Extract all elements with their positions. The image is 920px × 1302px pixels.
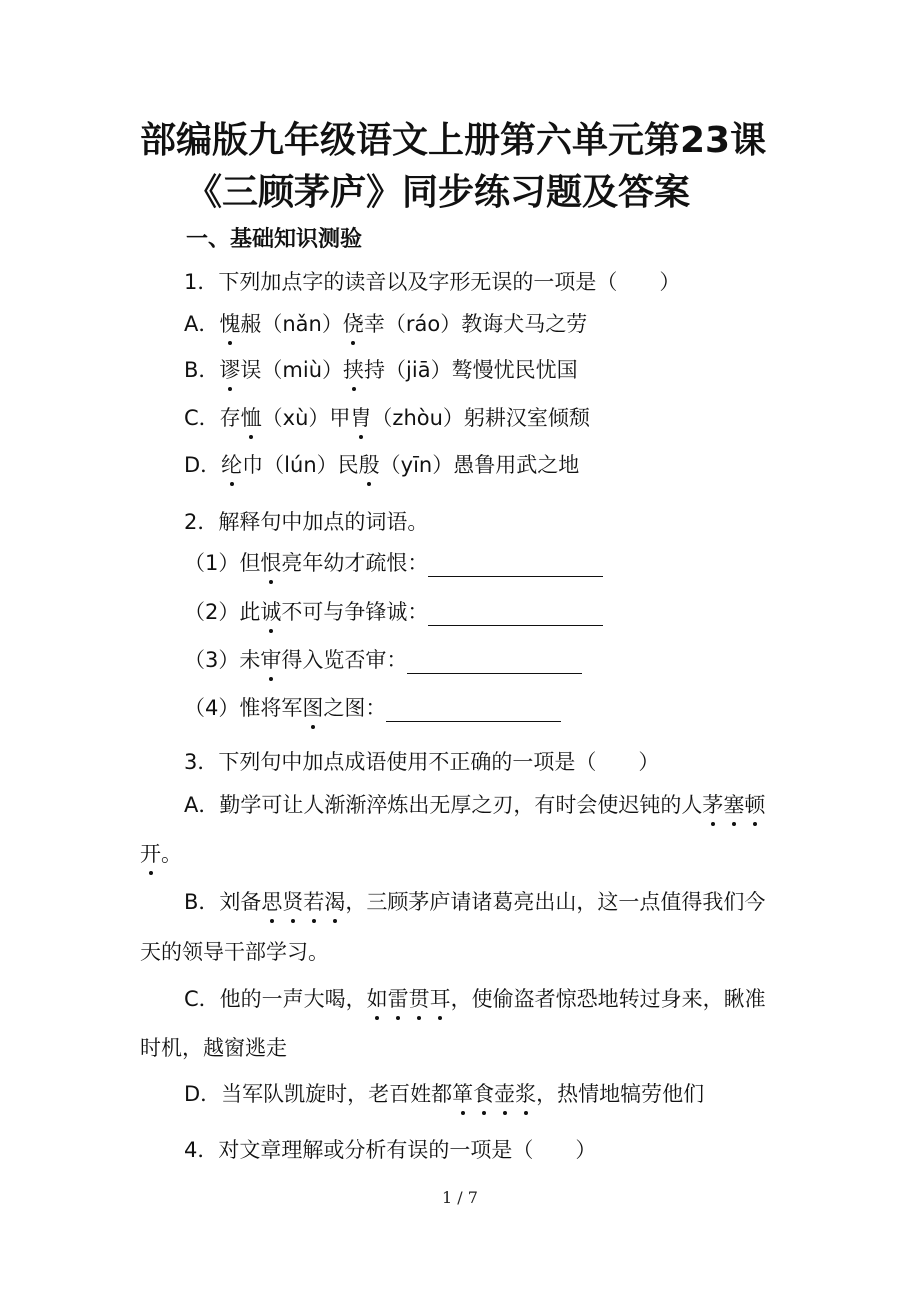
option-text: 幸（ráo）教诲犬马之劳 (363, 312, 588, 336)
dotted-char: 若 (303, 890, 325, 914)
item-text: （1）但 (184, 551, 261, 575)
question-4-stem: 4．对文章理解或分析有误的一项是（ ） (184, 1138, 597, 1162)
dotted-char: 如 (366, 987, 388, 1011)
option-label: B． (184, 358, 220, 382)
question-2-item-3 (184, 646, 582, 674)
dotted-char: 胄 (350, 406, 372, 430)
question-3-stem: 3．下列句中加点成语使用不正确的一项是（ ） (184, 750, 660, 774)
question-1-stem: 1．下列加点字的读音以及字形无误的一项是（ ） (184, 270, 681, 294)
dotted-char: 贤 (282, 890, 304, 914)
dotted-char: 诚 (260, 600, 282, 624)
option-text: A．勤学可让人渐渐淬炼出无厚之刃，有时会使迟钝的人 (184, 793, 703, 817)
question-3-option-c-line-2: 时机，越窗逃走 (140, 1036, 287, 1060)
dotted-char: 食 (473, 1082, 495, 1106)
question-3-option-c-line-1 (184, 985, 766, 1013)
question-1-option-b (184, 356, 578, 384)
dotted-char: 开 (140, 842, 161, 866)
dotted-char: 渴 (324, 890, 346, 914)
item-text: 之图： (323, 696, 387, 720)
option-text: （yīn）愚鲁用武之地 (379, 453, 580, 477)
document-title-line-1: 部编版九年级语文上册第六单元第23课 (140, 120, 767, 161)
page-number: 1 / 7 (442, 1188, 478, 1207)
answer-blank-4[interactable] (386, 699, 561, 722)
option-text: ，三顾茅庐请诸葛亮出山，这一点值得我们今 (345, 890, 766, 914)
item-text: （2）此 (184, 600, 261, 624)
question-3-option-a-line-1 (184, 791, 765, 819)
dotted-char: 侥 (342, 312, 364, 336)
item-text: （3）未 (184, 648, 261, 672)
option-text: 。 (161, 842, 182, 866)
option-text: B．刘备 (184, 890, 262, 914)
dotted-char: 贯 (408, 987, 430, 1011)
option-text: C．他的一声大喝， (184, 987, 367, 1011)
document-title-line-2: 《三顾茅庐》同步练习题及答案 (186, 172, 691, 213)
option-text: 巾（lún）民 (242, 453, 359, 477)
dotted-char: 壶 (494, 1082, 516, 1106)
answer-blank-1[interactable] (428, 554, 603, 577)
dotted-char: 图 (302, 696, 324, 720)
question-2-stem: 2．解释句中加点的词语。 (184, 510, 429, 534)
dotted-char: 顿 (744, 793, 766, 817)
dotted-char: 谬 (219, 358, 241, 382)
option-label: C．存 (184, 406, 241, 430)
question-1-option-c (184, 404, 590, 432)
dotted-char: 殷 (358, 453, 380, 477)
dotted-char: 恤 (240, 406, 262, 430)
answer-blank-2[interactable] (428, 603, 603, 626)
item-text: 亮年幼才疏恨： (281, 551, 429, 575)
option-label: D． (184, 453, 222, 477)
question-1-option-a (184, 310, 587, 338)
dotted-char: 箪 (452, 1082, 474, 1106)
question-2-item-1 (184, 549, 603, 577)
dotted-char: 恨 (260, 551, 282, 575)
dotted-char: 愧 (219, 312, 241, 336)
question-3-option-a-line-2 (140, 840, 182, 868)
question-1-option-d (184, 451, 579, 479)
dotted-char: 审 (260, 648, 282, 672)
question-3-option-b-line-1 (184, 888, 765, 916)
option-text: ，使偷盗者惊恐地转过身来，瞅准 (450, 987, 766, 1011)
option-text: ，热情地犒劳他们 (536, 1082, 705, 1106)
option-text: （xù）甲 (261, 406, 351, 430)
question-3-option-d (184, 1080, 704, 1108)
dotted-char: 浆 (515, 1082, 537, 1106)
item-text: （4）惟将军 (184, 696, 303, 720)
dotted-char: 雷 (387, 987, 409, 1011)
item-text: 不可与争锋诚： (281, 600, 429, 624)
item-text: 得入览否审： (281, 648, 408, 672)
answer-blank-3[interactable] (407, 651, 582, 674)
option-label: A． (184, 312, 220, 336)
dotted-char: 耳 (429, 987, 451, 1011)
option-text: 持（jiā）骜慢忧民忧国 (364, 358, 578, 382)
dotted-char: 挟 (343, 358, 365, 382)
dotted-char: 茅 (702, 793, 724, 817)
question-3-option-b-line-2: 天的领导干部学习。 (140, 940, 329, 964)
option-text: （zhòu）躬耕汉室倾颓 (371, 406, 590, 430)
dotted-char: 纶 (221, 453, 243, 477)
section-heading-basic-knowledge: 一、基础知识测验 (186, 227, 363, 252)
dotted-char: 塞 (723, 793, 745, 817)
option-text: 赧（nǎn） (240, 312, 343, 336)
question-2-item-4 (184, 694, 561, 722)
dotted-char: 思 (261, 890, 283, 914)
option-text: 误（miù） (240, 358, 344, 382)
option-text: D．当军队凯旋时，老百姓都 (184, 1082, 453, 1106)
question-2-item-2 (184, 598, 603, 626)
